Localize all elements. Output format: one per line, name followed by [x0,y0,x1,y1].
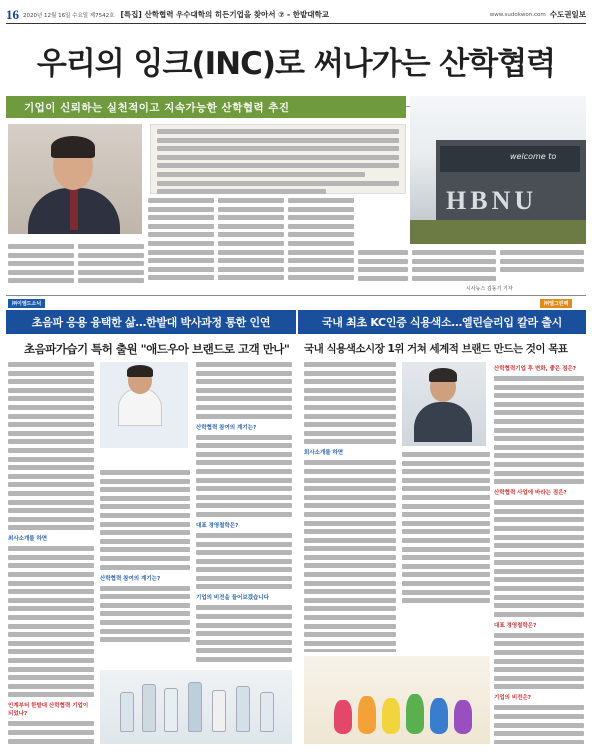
welcome-sign: welcome to [510,152,557,161]
left-person-photo [100,362,188,448]
left-subhead-2b: 산학협력 참여의 계기는? [196,424,257,431]
left-subhead-1: 최사소개를 하면 [8,536,48,543]
left-title: 초음파가습기 특허 출원 "애드우아 브랜드로 고객 만나" [24,342,290,356]
paper-name: 수도권일보 [549,10,586,19]
campus-building-photo [410,96,586,244]
right-title: 국내 식용색소시장 1위 거쳐 세계적 브랜드 만드는 것이 목표 [304,343,568,355]
intro-box [150,124,406,194]
left-kicker: ㈜이엠드소닉 [8,299,45,308]
left-subhead-5: 기업의 비전을 들어보겠습니다 [196,595,269,602]
president-photo [8,124,142,234]
page-header [6,6,586,24]
top-article-col-7 [412,250,496,290]
top-article-col-6 [358,250,408,290]
right-subhead-5: 기업의 비전은? [494,695,531,702]
right-subhead-2: 산학협력기업 후 변화, 좋은 점은? [494,366,577,372]
section-divider [6,295,586,296]
right-banner [298,310,586,334]
left-subhead-3: 인계부터 한밭대 산학협력 기업이 되었나? [8,703,89,718]
top-article-col-8 [500,250,584,280]
left-subhead-2: 산학협력 참여의 계기는? [100,575,161,582]
left-banner [6,310,296,334]
site-url[interactable]: www.sudokwon.com [489,11,546,18]
top-article-col-3 [148,198,214,290]
reporter-tagline: 시사뉴스 김동기 기자 [466,286,513,292]
right-kicker: ㈜엘그린팩 [540,299,572,308]
left-subhead-4: 대표 경영철학은? [196,522,239,529]
left-col-2 [100,470,190,670]
top-article-col-1 [8,244,74,290]
right-banner-text: 국내 최초 KC인증 식용색소…엘린슬리입 칼라 출시 [321,316,563,329]
issue-date: 2020년 12월 16일 수요일 제7542호 [23,12,115,19]
top-article-col-2 [78,244,144,290]
right-subhead-3: 산학협력 사업에 바라는 점은? [494,490,567,497]
left-col-3 [196,362,292,672]
page-number: 16 [6,6,19,22]
subheadline: 기업이 신뢰하는 실천적이고 지속가능한 산학협력 추진 [24,101,290,114]
right-product-photo [304,656,490,744]
right-person-photo [402,362,486,446]
section-title: [특집] 산학협력 우수대학의 히든기업을 찾아서 ⑦ - 한밭대학교 [120,10,329,19]
top-article-col-5 [288,198,354,290]
right-col-1 [304,362,396,652]
right-subhead-4: 대표 경영철학은? [494,622,537,629]
right-subhead-1: 회사소개를 하면 [304,450,344,457]
left-col-1 [8,362,94,744]
main-headline: 우리의 잉크(INC)로 써나가는 산학협력 [36,45,556,82]
left-banner-text: 초음파 응용 융택한 삶…한밭대 박사과정 통한 인연 [31,316,271,329]
left-product-photo [100,670,292,744]
building-letters: HBNU [446,186,538,215]
top-article-col-4 [218,198,284,290]
subheadline-bar [6,96,406,118]
right-col-2 [402,452,490,612]
right-col-3 [494,362,584,744]
